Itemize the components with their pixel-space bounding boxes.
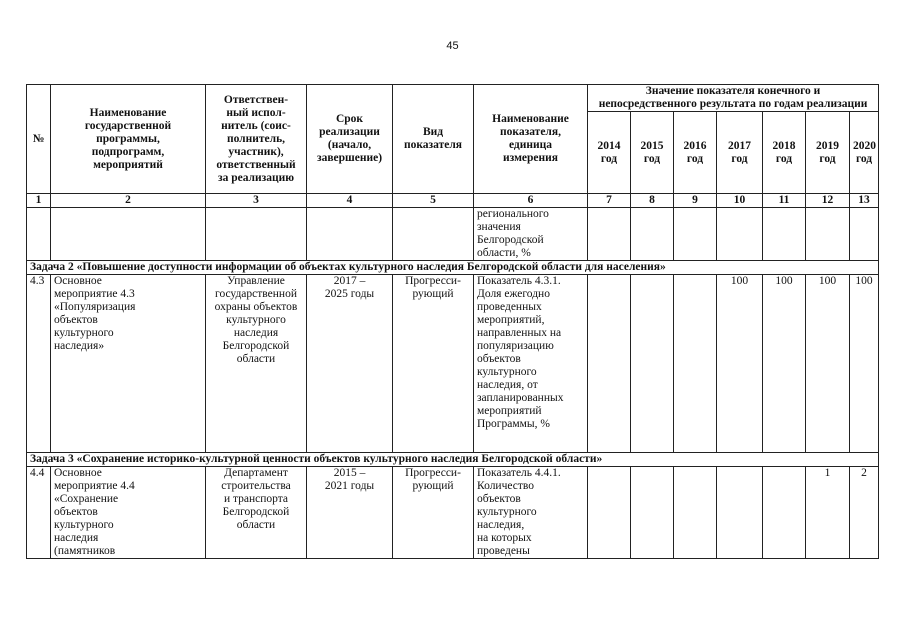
- header-year: 2015 год: [631, 112, 674, 194]
- value-cell: 1: [806, 467, 850, 559]
- indicator-type-cell: Прогресси- рующий: [393, 275, 474, 453]
- column-number: 13: [850, 194, 879, 208]
- program-cell: Основное мероприятие 4.4 «Сохранение объектов культурного наследия (памятников: [51, 467, 206, 559]
- column-number: 3: [206, 194, 307, 208]
- table-row-4-4: [27, 467, 879, 559]
- value-cell: [631, 275, 674, 453]
- value-cell: [631, 467, 674, 559]
- value-cell: [763, 467, 806, 559]
- header-year: 2020 год: [850, 112, 879, 194]
- column-number: 10: [717, 194, 763, 208]
- indicator-cell: Показатель 4.4.1. Количество объектов культурного наследия, на которых проведены: [474, 467, 588, 559]
- header-year: 2016 год: [674, 112, 717, 194]
- period-cell: 2015 – 2021 годы: [307, 467, 393, 559]
- column-number: 8: [631, 194, 674, 208]
- column-number: 2: [51, 194, 206, 208]
- row-number: 4.3: [27, 275, 51, 453]
- column-number: 9: [674, 194, 717, 208]
- header-program: Наименование государственной программы, подпрограмм, мероприятий: [51, 85, 206, 194]
- value-cell: 2: [850, 467, 879, 559]
- indicator-cell: Показатель 4.3.1. Доля ежегодно проведенных мероприятий, направленных на популяризацию объектов культурного наследия, от запланированных мероприятий Программы, %: [474, 275, 588, 453]
- column-number: 4: [307, 194, 393, 208]
- value-cell: [674, 467, 717, 559]
- column-number: 7: [588, 194, 631, 208]
- header-year: 2019 год: [806, 112, 850, 194]
- column-number: 11: [763, 194, 806, 208]
- column-number: 1: [27, 194, 51, 208]
- responsible-cell: Управление государственной охраны объектов культурного наследия Белгородской области: [206, 275, 307, 453]
- value-cell: [588, 467, 631, 559]
- task-3-title: Задача 3 «Сохранение историко-культурной ценности объектов культурного наследия Белгородской области»: [27, 453, 879, 467]
- period-cell: 2017 – 2025 годы: [307, 275, 393, 453]
- page-number: 45: [446, 40, 459, 52]
- column-number: 6: [474, 194, 588, 208]
- header-values-group: Значение показателя конечного и непосредственного результата по годам реализации: [588, 85, 879, 112]
- row-number: 4.4: [27, 467, 51, 559]
- value-cell: [674, 275, 717, 453]
- program-table: [26, 84, 879, 559]
- header-type: Вид показателя: [393, 85, 474, 194]
- header-year: 2017 год: [717, 112, 763, 194]
- header-responsible: Ответствен- ный испол- нитель (соис- полнитель, участник), ответственный за реализацию: [206, 85, 307, 194]
- header-year: 2014 год: [588, 112, 631, 194]
- value-cell: [717, 467, 763, 559]
- table-row-4-3: [27, 275, 879, 453]
- responsible-cell: Департамент строительства и транспорта Белгородской области: [206, 467, 307, 559]
- value-cell: 100: [806, 275, 850, 453]
- task-row: [27, 261, 879, 275]
- header-row: [27, 85, 879, 112]
- task-row: [27, 453, 879, 467]
- task-2-title: Задача 2 «Повышение доступности информации об объектах культурного наследия Белгородской области для населения»: [27, 261, 879, 275]
- indicator-type-cell: Прогресси- рующий: [393, 467, 474, 559]
- column-number: 5: [393, 194, 474, 208]
- value-cell: 100: [717, 275, 763, 453]
- indicator-cell: регионального значения Белгородской области, %: [474, 208, 588, 261]
- column-numbers-row: [27, 194, 879, 208]
- header-indicator: Наименование показателя, единица измерения: [474, 85, 588, 194]
- header-year: 2018 год: [763, 112, 806, 194]
- continuation-row: [27, 208, 879, 261]
- column-number: 12: [806, 194, 850, 208]
- value-cell: 100: [850, 275, 879, 453]
- program-cell: Основное мероприятие 4.3 «Популяризация объектов культурного наследия»: [51, 275, 206, 453]
- header-no: №: [27, 85, 51, 194]
- value-cell: 100: [763, 275, 806, 453]
- header-period: Срок реализации (начало, завершение): [307, 85, 393, 194]
- value-cell: [588, 275, 631, 453]
